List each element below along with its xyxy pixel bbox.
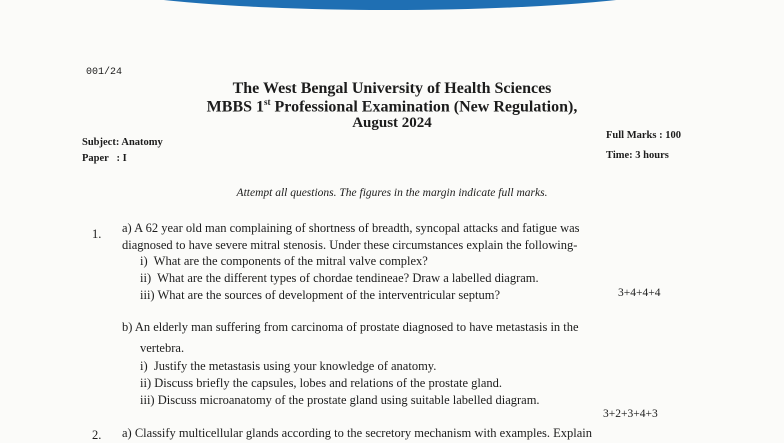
paper-code: 001/24 xyxy=(86,67,123,78)
q1b-item-iii: iii) Discuss microanatomy of the prostate gland using suitable labelled diagram. xyxy=(140,393,540,407)
university-title: The West Bengal University of Health Sciences xyxy=(232,80,552,97)
q1a-intro-line-1: a) A 62 year old man complaining of shortness of breadth, syncopal attacks and fatigue was xyxy=(122,221,580,235)
question-number-1: 1. xyxy=(92,227,102,241)
q1a-item-i: i) What are the components of the mitral valve complex? xyxy=(140,254,428,268)
subject-label: Subject: Anatomy xyxy=(82,137,163,148)
full-marks-label: Full Marks : 100 xyxy=(606,130,681,141)
exam-session: August 2024 xyxy=(352,115,432,131)
exam-title: MBBS 1st Professional Examination (New Regulation), xyxy=(206,97,578,116)
paper-label: Paper : I xyxy=(82,153,127,164)
q1b-intro-line-1: b) An elderly man suffering from carcinoma of prostate diagnosed to have metastasis in the xyxy=(122,320,579,334)
top-blue-band xyxy=(70,0,710,10)
q1b-item-i: i) Justify the metastasis using your knowledge of anatomy. xyxy=(140,359,437,373)
question-number-2: 2. xyxy=(92,428,102,442)
q2-text: a) Classify multicellular glands according to the secretory mechanism with examples. Explain xyxy=(122,426,593,440)
q1a-marks: 3+4+4+4 xyxy=(618,287,661,299)
q1a-intro-line-2: diagnosed to have severe mitral stenosis. Under these circumstances explain the following- xyxy=(122,238,578,252)
q1b-item-ii: ii) Discuss briefly the capsules, lobes and relations of the prostate gland. xyxy=(140,376,503,390)
q1a-item-ii: ii) What are the different types of chordae tendineae? Draw a labelled diagram. xyxy=(140,271,539,285)
instructions: Attempt all questions. The figures in the margin indicate full marks. xyxy=(236,187,548,199)
time-label: Time: 3 hours xyxy=(606,150,669,161)
q1a-item-iii: iii) What are the sources of development of the interventricular septum? xyxy=(140,288,501,302)
q1b-intro-line-2: vertebra. xyxy=(140,341,185,355)
q1b-marks: 3+2+3+4+3 xyxy=(603,408,658,420)
